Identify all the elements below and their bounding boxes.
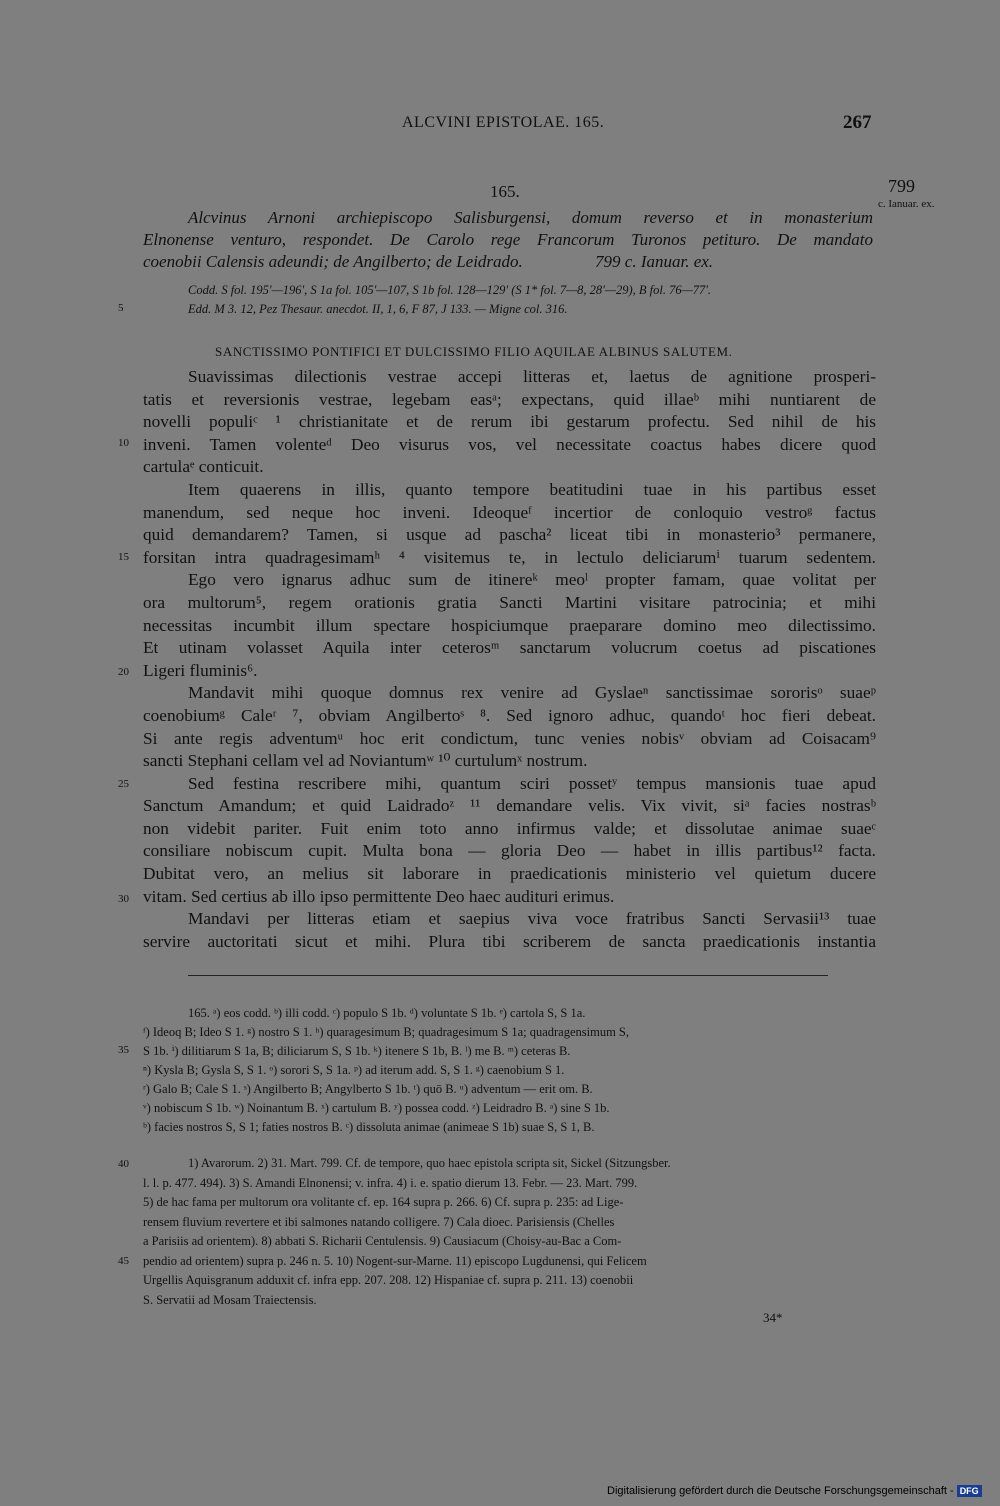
- digitization-text: Digitalisierung gefördert durch die Deutsche Forschungsgemeinschaft -: [607, 1485, 954, 1497]
- apparatus-line: S 1b. ⁱ) dilitiarum S 1a, B; diliciarum S, S 1b. ᵏ) itenere S 1b, B. ˡ) me B. ᵐ) ceteras B.: [143, 1044, 571, 1058]
- body-line: Et utinam volasset Aquila inter ceterosᵐ sanctarum volucrum coetus ad piscationes: [143, 638, 876, 658]
- body-line: servire auctoritati sicut et mihi. Plura tibi scriberem de sancta praedicationis instantia: [143, 931, 876, 951]
- apparatus-line: ᶠ) Ideoq B; Ideo S 1. ᵍ) nostro S 1. ʰ) quaragesimum B; quadragesimum S 1a; quadragensimum S,: [143, 1025, 630, 1039]
- body-line: coenobiumᵍ Caleʳ ⁷, obviam Angilbertoˢ ⁸. Sed ignoro adhuc, quandoᵗ hoc fieri debeat.: [143, 705, 876, 725]
- signature-mark: 34*: [763, 1310, 783, 1325]
- salutation: SANCTISSIMO PONTIFICI ET DULCISSIMO FILIO AQUILAE ALBINUS SALUTEM.: [215, 344, 733, 359]
- summary-line: coenobii Calensis adeundi; de Angilberto; de Leidrado. 799 c. Ianuar. ex.: [143, 252, 714, 271]
- body-line: Mandavi per litteras etiam et saepius viva voce fratribus Sancti Servasii¹³ tuae: [188, 909, 876, 929]
- codices-line: Codd. S fol. 195'—196', S 1a fol. 105'—107, S 1b fol. 128—129' (S 1* fol. 7—8, 28'—29), B fol. 76—77'.: [188, 283, 712, 297]
- running-header: ALCVINI EPISTOLAE. 165.: [402, 114, 605, 131]
- footnote-line: pendio ad orientem) supra p. 246 n. 5. 10) Nogent-sur-Marne. 11) episcopo Lugdunensi, qui Felicem: [143, 1253, 647, 1268]
- body-line: Ego vero ignarus adhuc sum de itinereᵏ meoˡ propter famam, quae volitat per: [188, 570, 876, 590]
- footnote-line: 1) Avarorum. 2) 31. Mart. 799. Cf. de tempore, quo haec epistola scripta sit, Sickel (Sitzungsber.: [188, 1156, 671, 1170]
- critical-apparatus: [143, 1004, 878, 1137]
- letter-summary: [143, 207, 873, 273]
- body-line: Si ante regis adventumᵘ hoc erit condictum, tunc venies nobisᵛ obviam ad Coisacam⁹: [143, 728, 876, 748]
- footnote-line: Urgellis Aquisgranum adduxit cf. infra epp. 207. 208. 12) Hispaniae cf. supra p. 211. 13) coenobii: [143, 1273, 634, 1287]
- body-line: Suavissimas dilectionis vestrae accepi litteras et, laetus de agnitione prosperi-: [188, 367, 876, 386]
- footnote-line: a Parisiis ad orientem). 8) abbati S. Richarii Centulensis. 9) Causiacum (Choisy-au-Bac a Com-: [143, 1234, 622, 1248]
- body-line: novelli populiᶜ ¹ christianitate et de rerum ibi gestarum profectu. Sed nihil de his: [143, 412, 876, 432]
- body-line: necessitas incumbit illum spectare hospiciumque praeparare domino meo dilectissimo.: [143, 615, 876, 635]
- footnote-line: S. Servatii ad Mosam Traiectensis.: [143, 1292, 317, 1307]
- summary-line: Alcvinus Arnoni archiepiscopo Salisburgensi, domum reverso et in monasterium: [188, 208, 873, 227]
- digitization-credit: [607, 1485, 982, 1497]
- line-number: 35: [118, 1044, 129, 1056]
- editions-line: Edd. M 3. 12, Pez Thesaur. anecdot. II, 1, 6, F 87, J 133. — Migne col. 316.: [188, 302, 568, 316]
- apparatus-line: ᵛ) nobiscum S 1b. ʷ) Noinantum B. ˣ) cartulum B. ʸ) possea codd. ᶻ) Leidradro B. ᵃ) sine S 1b.: [143, 1101, 610, 1115]
- summary-line: Elnonense venturo, respondet. De Carolo rege Francorum Turonos petituro. De mandato: [143, 230, 873, 249]
- margin-year: 799: [888, 176, 915, 196]
- footnote-line: 5) de hac fama per multorum ora volitante cf. ep. 164 supra p. 266. 6) Cf. supra p. 235: ad Lige-: [143, 1195, 624, 1209]
- line-number: 5: [118, 302, 124, 314]
- body-line: consiliare nobiscum cupit. Multa bona — gloria Deo — habet in illis partibus¹² facta.: [143, 841, 876, 861]
- body-line: forsitan intra quadragesimamʰ ⁴ visitemus te, in lectulo deliciarumⁱ tuarum sedentem.: [143, 547, 876, 567]
- body-line: Sanctum Amandum; et quid Laidradoᶻ ¹¹ demandare velis. Vix vivit, siᵃ facies nostrasᵇ: [143, 796, 876, 816]
- dfg-logo: DFG: [957, 1485, 982, 1497]
- codices-block: [188, 281, 878, 319]
- margin-date: c. Ianuar. ex.: [878, 198, 935, 210]
- apparatus-line: 165. ᵃ) eos codd. ᵇ) illi codd. ᶜ) populo S 1b. ᵈ) voluntate S 1b. ᵉ) cartola S, S 1a.: [188, 1006, 586, 1020]
- body-line: non videbit pariter. Fuit enim toto anno infirmus valde; et dissolutae animae suaeᶜ: [143, 818, 876, 838]
- footnote-line: rensem fluvium revertere et ibi salmones natando colligere. 7) Cala dioec. Parisiensis (Chelles: [143, 1214, 615, 1229]
- body-line: Sed festina rescribere mihi, quantum sciri possetʸ tempus mansionis tuae apud: [188, 773, 876, 793]
- line-number: 45: [118, 1255, 129, 1267]
- line-number: 20: [118, 666, 129, 678]
- body-line: Item quaerens in illis, quanto tempore beatitudini tuae in his partibus esset: [188, 479, 876, 499]
- apparatus-line: ⁿ) Kysla B; Gysla S, S 1. ᵒ) sorori S, S 1a. ᵖ) ad iterum add. S, S 1. ᵍ) caenobium S 1.: [143, 1063, 565, 1077]
- body-line: tatis et reversionis vestrae, legebam easᵃ; expectans, quid illaeᵇ mihi nuntiarent de: [143, 389, 876, 409]
- body-line: Ligeri fluminis⁶.: [143, 660, 258, 680]
- footnotes: [143, 1154, 878, 1310]
- letter-body: [143, 366, 876, 953]
- letter-number: 165.: [490, 182, 520, 201]
- footnote-line: l. l. p. 477. 494). 3) S. Amandi Elnonensi; v. infra. 4) i. e. spatio dierum 13. Febr. — 23. Mart. 799.: [143, 1175, 638, 1190]
- body-line: manendum, sed neque hoc inveni. Ideoqueᶠ incertior de conloquio vestroᵍ factus: [143, 502, 876, 522]
- line-number: 40: [118, 1158, 129, 1170]
- body-line: Mandavit mihi quoque domnus rex venire ad Gyslaeⁿ sanctissimae sororisᵒ suaeᵖ: [188, 683, 876, 703]
- page-number: 267: [843, 112, 872, 133]
- body-line: ora multorum⁵, regem orationis gratia Sancti Martini visitare patrocinia; et mihi: [143, 592, 876, 612]
- apparatus-line: ʳ) Galo B; Cale S 1. ˢ) Angilberto B; Angylberto S 1b. ᵗ) quō B. ᵘ) adventum — erit om. B.: [143, 1082, 593, 1096]
- line-number: 25: [118, 778, 129, 790]
- body-line: Dubitat vero, an melius sit laborare in praedicationis ministerio vel quietum ducere: [143, 864, 876, 884]
- body-line: sancti Stephani cellam vel ad Noviantumʷ ¹⁰ curtulumˣ nostrum.: [143, 751, 588, 771]
- footnote-divider: [188, 975, 828, 976]
- body-line: cartulaᵉ conticuit.: [143, 457, 264, 477]
- body-line: quid demandarem? Tamen, si usque ad pascha² liceat tibi in monasterio³ permanere,: [143, 525, 876, 545]
- line-number: 30: [118, 893, 129, 905]
- line-number: 15: [118, 551, 129, 563]
- body-line: vitam. Sed certius ab illo ipso permittente Deo haec audituri erimus.: [143, 886, 615, 906]
- body-line: inveni. Tamen volenteᵈ Deo visurus vos, vel necessitate coactus habes dicere quod: [143, 434, 876, 454]
- line-number: 10: [118, 437, 129, 449]
- apparatus-line: ᵇ) facies nostros S, S 1; faties nostros B. ᶜ) dissoluta animae (animeae S 1b) suae S, S 1, B.: [143, 1120, 595, 1134]
